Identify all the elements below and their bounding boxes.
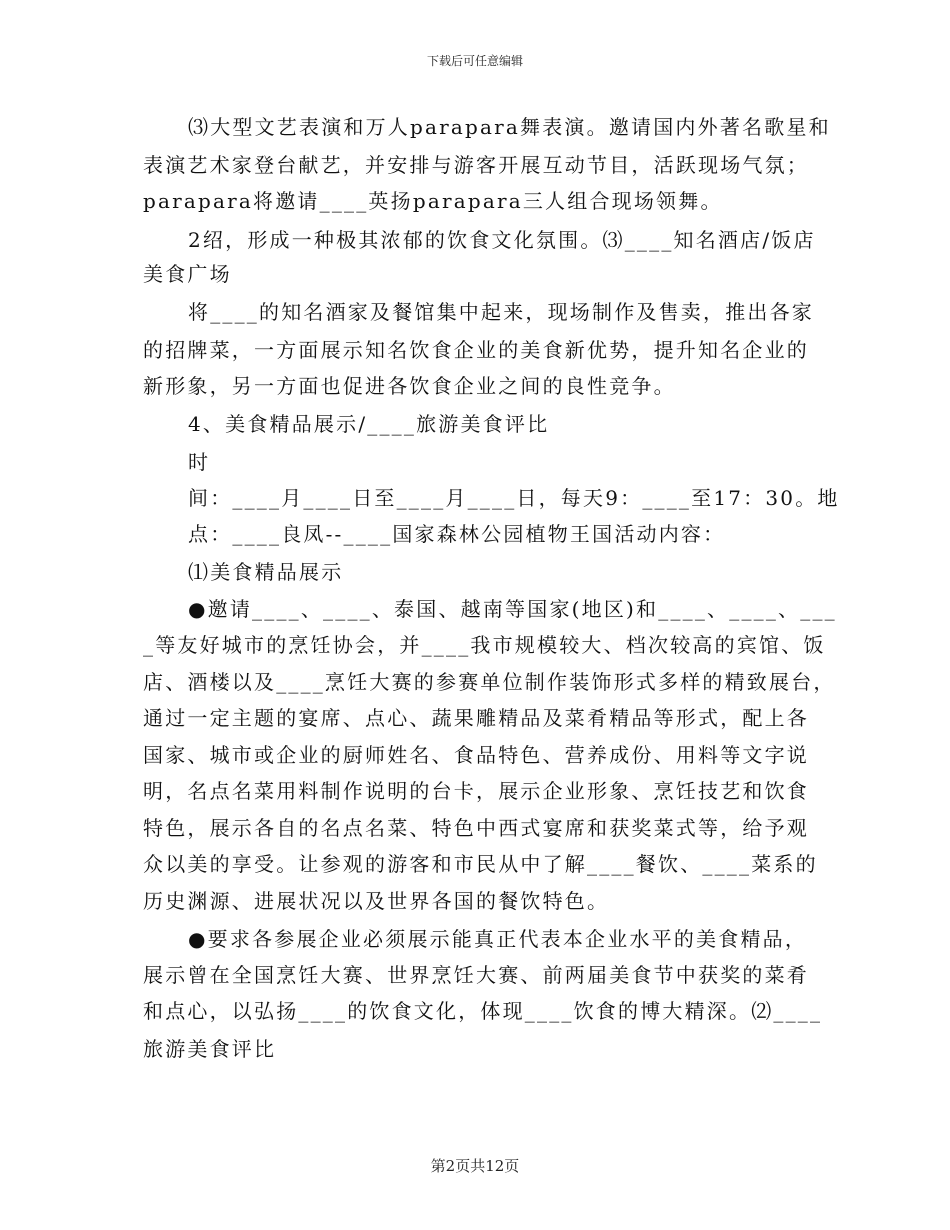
text-line: 时: [188, 450, 211, 474]
text-line: 将____的知名酒家及餐馆集中起来，现场制作及售卖，推出各家: [188, 300, 814, 324]
text-line: 国家、城市或企业的厨师姓名、食品特色、营养成份、用料等文字说: [143, 743, 809, 767]
text-line: 表演艺术家登台献艺，并安排与游客开展互动节目，活跃现场气氛；: [143, 153, 809, 177]
page-footer: 第2页共12页: [430, 1157, 520, 1175]
text-line: 2绍，形成一种极其浓郁的饮食文化氛围。⑶____知名酒店/饭店: [188, 228, 816, 252]
text-line: 明，名点名菜用料制作说明的台卡，展示企业形象、烹饪技艺和饮食: [143, 779, 809, 803]
text-line: 特色，展示各自的名点名菜、特色中西式宴席和获奖菜式等，给予观: [143, 816, 809, 840]
text-line: ⑴美食精品展示: [188, 560, 344, 584]
text-line: ●要求各参展企业必须展示能真正代表本企业水平的美食精品，: [188, 927, 808, 951]
text-line: parapara将邀请____英扬parapara三人组合现场领舞。: [143, 189, 723, 213]
text-line: 众以美的享受。让参观的游客和市民从中了解____餐饮、____菜系的: [143, 852, 818, 876]
text-line: 旅游美食评比: [143, 1037, 277, 1061]
text-line: _等友好城市的烹饪协会，并____我市规模较大、档次较高的宾馆、饭: [143, 633, 826, 657]
text-line: 展示曾在全国烹饪大赛、世界烹饪大赛、前两届美食节中获奖的菜肴: [143, 963, 809, 987]
text-line: ●邀请____、____、泰国、越南等国家(地区)和____、____、___: [188, 597, 837, 621]
text-line: 店、酒楼以及____烹饪大赛的参赛单位制作装饰形式多样的精致展台，: [143, 670, 836, 694]
text-line: 美食广场: [143, 262, 232, 286]
page-header: 下载后可任意编辑: [426, 54, 523, 68]
text-line: 4、美食精品展示/____旅游美食评比: [188, 412, 550, 436]
text-line: ⑶大型文艺表演和万人parapara舞表演。邀请国内外著名歌星和: [188, 115, 831, 139]
text-line: 新形象，另一方面也促进各饮食企业之间的良性竞争。: [143, 374, 676, 398]
text-line: 历史渊源、进展状况以及世界各国的餐饮特色。: [143, 889, 610, 913]
text-line: 和点心，以弘扬____的饮食文化，体现____饮食的博大精深。⑵____: [143, 999, 823, 1023]
text-line: 点：____良凤--____国家森林公园植物王国活动内容：: [188, 522, 726, 546]
text-line: 的招牌菜，一方面展示知名饮食企业的美食新优势，提升知名企业的: [143, 338, 809, 362]
text-line: 间：____月____日至____月____日，每天9：____至17：30。地: [188, 486, 840, 510]
text-line: 通过一定主题的宴席、点心、蔬果雕精品及菜肴精品等形式，配上各: [143, 706, 809, 730]
